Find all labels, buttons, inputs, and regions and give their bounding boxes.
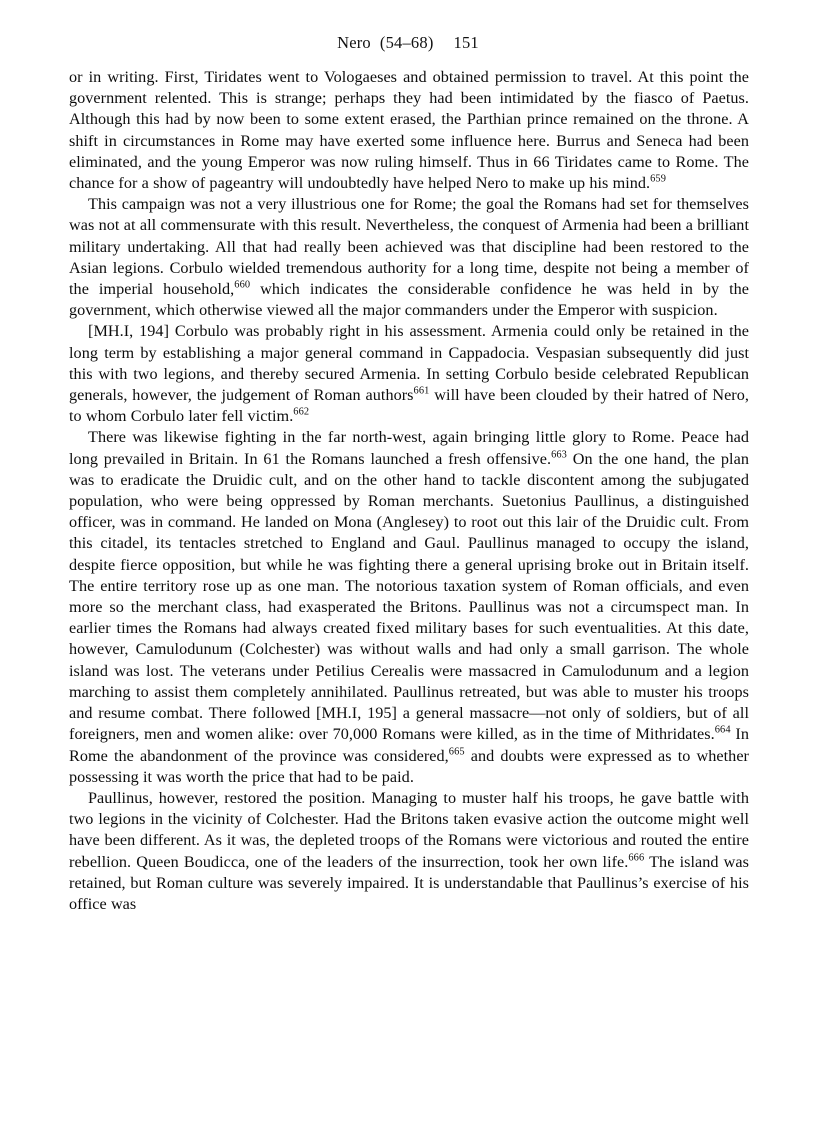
running-head [0, 33, 816, 53]
footnote-marker-659[interactable]: 659 [650, 173, 667, 185]
footnote-marker-662[interactable]: 662 [293, 406, 310, 418]
running-head-reign-dates: (54–68) [379, 33, 434, 52]
body-text-block [69, 67, 749, 915]
para-corbulo-cappadocia: [MH.I, 194] Corbulo was probably right in his assessment. Armenia could only be retained in the long term by establishing a major general command in Cappadocia. Vespasian subsequently did just this with two legions, and thereby secured Armenia. In setting Corbulo beside celebrated Republican generals, however, the judgement of Roman authors$^{661}$ will have been clouded by their hatred of Nero, to whom Corbulo later fell victim.$^{662}$ [69, 322, 749, 426]
para-britain-revolt: There was likewise fighting in the far north-west, again bringing little glory to Rome. Peace had long prevailed in Britain. In 61 the Romans launched a fresh offensive.$^{663}$ On the one hand, the plan was to eradicate the Druidic cult, and on the other hand to tackle discontent among the subjugated population, who were being oppressed by Roman merchants. Suetonius Paullinus, a distinguished officer, was in command. He landed on Mona (Anglesey) to root out this lair of the Druidic cult. From this citadel, its tentacles stretched to England and Gaul. Paullinus managed to occupy the island, despite fierce opposition, but while he was fighting there a general uprising broke out in Britain itself. The entire territory rose up as one man. The notorious taxation system of Roman officials, and even more so the merchant class, had exasperated the Britons. Paullinus was not a circumspect man. In earlier times the Romans had always created fixed military bases for such eventualities. At this date, however, Camulodunum (Colchester) was without walls and had only a small garrison. The whole island was lost. The veterans under Petilius Cerealis were massacred in Camulodunum and a legion marching to assist them completely annihilated. Paullinus retreated, but was able to muster his troops and resume combat. There followed [MH.I, 195] a general massacre—not only of soldiers, but of all foreigners, men and women alike: over 70,000 Romans were killed, as in the time of Mithridates.$^{664}$ In Rome the abandonment of the province was considered,$^{665}$ and doubts were expressed as to whether possessing it was worth the price that had to be paid. [69, 428, 750, 786]
footnote-marker-660[interactable]: 660 [234, 279, 251, 291]
footnote-marker-666[interactable]: 666 [628, 852, 645, 864]
page-number: 151 [453, 33, 479, 52]
footnote-marker-664[interactable]: 664 [714, 724, 731, 736]
running-head-chapter-title: Nero [337, 33, 371, 52]
para-paullinus-victory: Paullinus, however, restored the position. Managing to muster half his troops, he gave battle with two legions in the vicinity of Colchester. Had the Britons taken evasive action the outcome might well have been different. As it was, the depleted troops of the Romans were victorious and routed the entire rebellion. Queen Boudicca, one of the leaders of the insurrection, took her own life.$^{666}$ The island was retained, but Roman culture was severely impaired. It is understandable that Paullinus’s exercise of his office was [69, 788, 749, 913]
para-campaign-assessment: This campaign was not a very illustrious one for Rome; the goal the Romans had set for themselves was not at all commensurate with this result. Nevertheless, the conquest of Armenia had been a brilliant military undertaking. All that had really been achieved was that discipline had been restored to the Asian legions. Corbulo wielded tremendous authority for a long time, despite not being a member of the imperial household,$^{660}$ which indicates the considerable confidence he was held in by the government, which otherwise viewed all the major commanders under the Emperor with suspicion. [69, 195, 750, 320]
footnote-marker-665[interactable]: 665 [448, 746, 465, 758]
para-tiridates-rome: or in writing. First, Tiridates went to Vologaeses and obtained permission to travel. At this point the government relented. This is strange; perhaps they had been intimidated by the fiasco of Paetus. Although this had by now been to some extent erased, the Parthian prince remained on the throne. A shift in circumstances in Rome may have exerted some influence here. Burrus and Seneca had been eliminated, and the young Emperor was now ruling himself. Thus in 66 Tiridates came to Rome. The chance for a show of pageantry will undoubtedly have helped Nero to make up his mind.$^{659}$ [69, 68, 749, 193]
footnote-marker-663[interactable]: 663 [551, 449, 567, 461]
footnote-marker-661[interactable]: 661 [413, 385, 430, 397]
